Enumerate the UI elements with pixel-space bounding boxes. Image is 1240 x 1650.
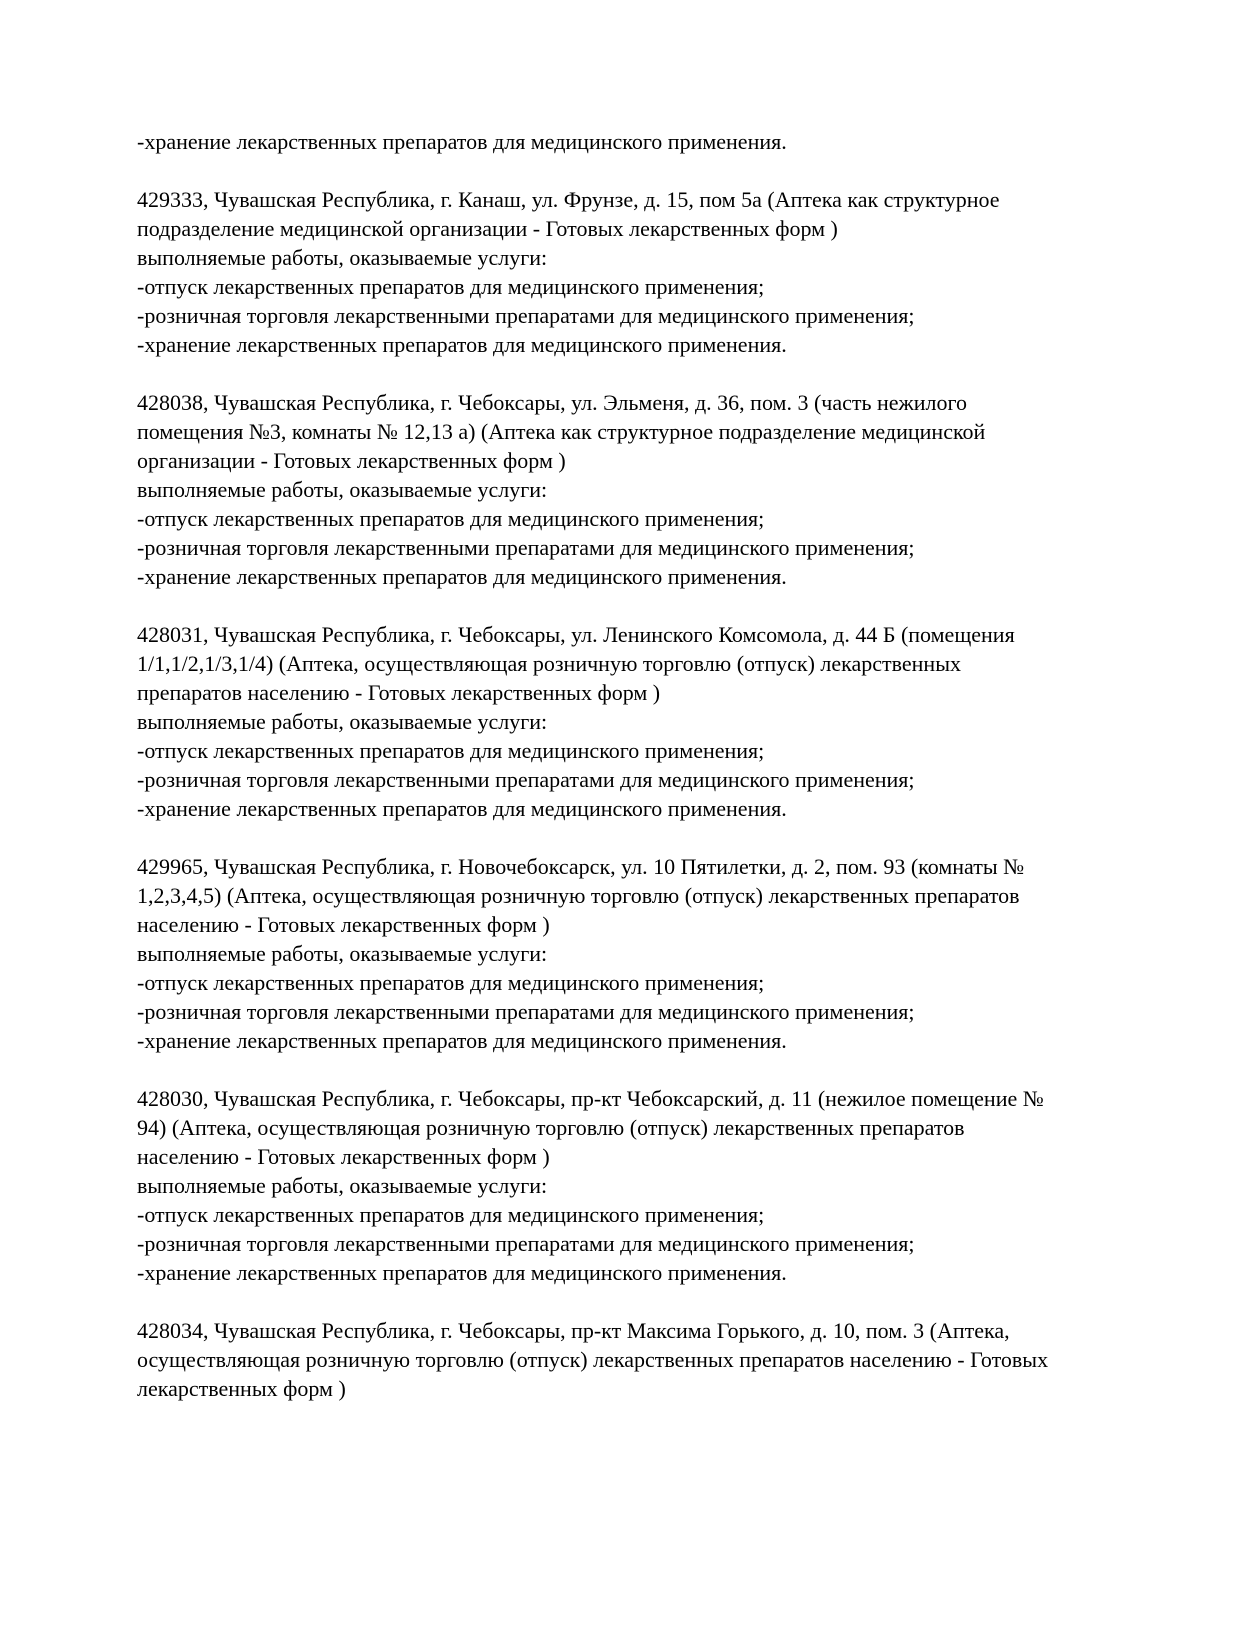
text-line: -отпуск лекарственных препаратов для медицинского применения; bbox=[137, 970, 765, 995]
text-line: 428031, Чувашская Республика, г. Чебоксары, ул. Ленинского Комсомола, д. 44 Б (помещения bbox=[137, 622, 1015, 647]
text-line: -розничная торговля лекарственными препаратами для медицинского применения; bbox=[137, 303, 915, 328]
text-line: -отпуск лекарственных препаратов для медицинского применения; bbox=[137, 738, 765, 763]
text-line: 428034, Чувашская Республика, г. Чебоксары, пр-кт Максима Горького, д. 10, пом. 3 (Аптека, bbox=[137, 1318, 1010, 1343]
text-line: выполняемые работы, оказываемые услуги: bbox=[137, 477, 548, 502]
text-line: -розничная торговля лекарственными препаратами для медицинского применения; bbox=[137, 999, 915, 1024]
text-line: осуществляющая розничную торговлю (отпуск) лекарственных препаратов населению - Готовых bbox=[137, 1347, 1049, 1372]
text-line: организации - Готовых лекарственных форм ) bbox=[137, 448, 566, 473]
text-line: -хранение лекарственных препаратов для медицинского применения. bbox=[137, 1028, 787, 1053]
text-line: препаратов населению - Готовых лекарственных форм ) bbox=[137, 680, 661, 705]
text-line: выполняемые работы, оказываемые услуги: bbox=[137, 245, 548, 270]
text-line: 1,2,3,4,5) (Аптека, осуществляющая розничную торговлю (отпуск) лекарственных препаратов bbox=[137, 883, 1020, 908]
text-line: -отпуск лекарственных препаратов для медицинского применения; bbox=[137, 1202, 765, 1227]
text-line: -хранение лекарственных препаратов для медицинского применения. bbox=[137, 564, 787, 589]
text-line: 428030, Чувашская Республика, г. Чебоксары, пр-кт Чебоксарский, д. 11 (нежилое помещение № bbox=[137, 1086, 1044, 1111]
text-line: -хранение лекарственных препаратов для медицинского применения. bbox=[137, 129, 787, 154]
text-line: 428038, Чувашская Республика, г. Чебоксары, ул. Эльменя, д. 36, пом. 3 (часть нежилого bbox=[137, 390, 967, 415]
text-line: выполняемые работы, оказываемые услуги: bbox=[137, 941, 548, 966]
text-line: -хранение лекарственных препаратов для медицинского применения. bbox=[137, 1260, 787, 1285]
text-line: лекарственных форм ) bbox=[137, 1376, 346, 1401]
text-line: помещения №3, комнаты № 12,13 а) (Аптека как структурное подразделение медицинской bbox=[137, 419, 986, 444]
text-line: выполняемые работы, оказываемые услуги: bbox=[137, 1173, 548, 1198]
text-line: выполняемые работы, оказываемые услуги: bbox=[137, 709, 548, 734]
text-line: -розничная торговля лекарственными препаратами для медицинского применения; bbox=[137, 535, 915, 560]
text-line: 1/1,1/2,1/3,1/4) (Аптека, осуществляющая розничную торговлю (отпуск) лекарственных bbox=[137, 651, 961, 676]
text-line: 94) (Аптека, осуществляющая розничную торговлю (отпуск) лекарственных препаратов bbox=[137, 1115, 965, 1140]
text-line: -отпуск лекарственных препаратов для медицинского применения; bbox=[137, 506, 765, 531]
text-line: 429333, Чувашская Республика, г. Канаш, ул. Фрунзе, д. 15, пом 5а (Аптека как структурное bbox=[137, 187, 1000, 212]
text-line: -хранение лекарственных препаратов для медицинского применения. bbox=[137, 796, 787, 821]
text-line: населению - Готовых лекарственных форм ) bbox=[137, 1144, 550, 1169]
document-text-content bbox=[137, 98, 1147, 1425]
text-line: населению - Готовых лекарственных форм ) bbox=[137, 912, 550, 937]
text-line: -розничная торговля лекарственными препаратами для медицинского применения; bbox=[137, 1231, 915, 1256]
text-line: подразделение медицинской организации - Готовых лекарственных форм ) bbox=[137, 216, 838, 241]
text-line: -розничная торговля лекарственными препаратами для медицинского применения; bbox=[137, 767, 915, 792]
text-line: -отпуск лекарственных препаратов для медицинского применения; bbox=[137, 274, 765, 299]
text-line: -хранение лекарственных препаратов для медицинского применения. bbox=[137, 332, 787, 357]
text-line: 429965, Чувашская Республика, г. Новочебоксарск, ул. 10 Пятилетки, д. 2, пом. 93 (комнаты № bbox=[137, 854, 1025, 879]
